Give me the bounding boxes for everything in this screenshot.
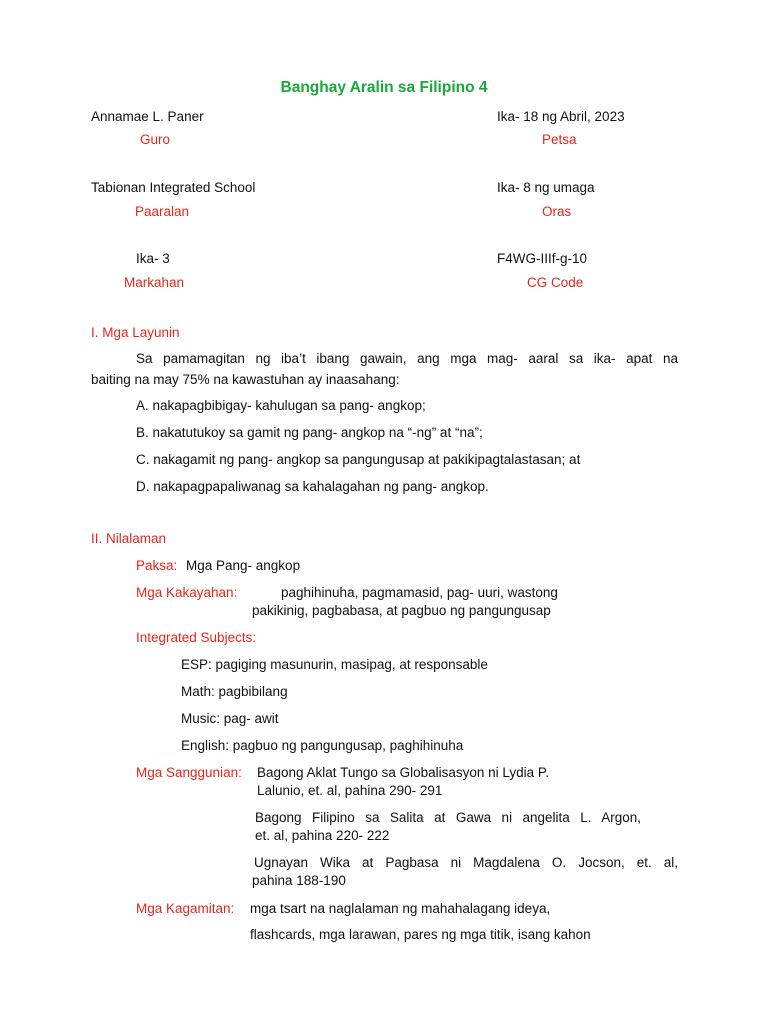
paksa-value: Mga Pang- angkop [186, 558, 301, 573]
kagamitan-line2: flashcards, mga larawan, pares ng mga titik, isang kahon [250, 927, 591, 942]
integrated-subject-item: ESP: pagiging masunurin, masipag, at responsable [181, 657, 488, 672]
lesson-date: Ika- 18 ng Abril, 2023 [497, 109, 625, 124]
school-label: Paaralan [135, 204, 190, 219]
reference-1-line1: Bagong Aklat Tungo sa Globalisasyon ni Lydia P. [257, 765, 549, 780]
time-label: Oras [542, 204, 572, 219]
objectives-heading: I. Mga Layunin [91, 325, 180, 340]
cg-code-value: F4WG-IIIf-g-10 [497, 251, 588, 266]
kakayahan-line1: paghihinuha, pagmamasid, pag- uuri, wastong [281, 585, 558, 600]
integrated-subject-item: Math: pagbibilang [181, 684, 288, 699]
teacher-label: Guro [140, 132, 171, 147]
cg-code-label: CG Code [527, 275, 584, 290]
reference-2-line1: Bagong Filipino sa Salita at Gawa ni angelita L. Argon, [255, 810, 641, 825]
reference-1-line2: Lalunio, et. al, pahina 290- 291 [257, 783, 443, 798]
content-heading: II. Nilalaman [91, 531, 167, 546]
integrated-subject-item: Music: pag- awit [181, 711, 279, 726]
integrated-subject-item: English: pagbuo ng pangungusap, paghihinuha [181, 738, 464, 753]
teacher-name: Annamae L. Paner [91, 109, 204, 124]
integrated-subjects-label: Integrated Subjects: [136, 630, 257, 645]
reference-2-line2: et. al, pahina 220- 222 [255, 828, 390, 843]
lesson-time: Ika- 8 ng umaga [497, 180, 595, 195]
kagamitan-line1: mga tsart na naglalaman ng mahahalagang ideya, [250, 901, 551, 916]
kakayahan-label: Mga Kakayahan: [136, 585, 238, 600]
paksa-label: Paksa: [136, 558, 178, 573]
objective-item: A. nakapagbibigay- kahulugan sa pang- angkop; [136, 398, 426, 413]
kagamitan-label: Mga Kagamitan: [136, 901, 235, 916]
sanggunian-label: Mga Sanggunian: [136, 765, 242, 780]
kakayahan-line2: pakikinig, pagbabasa, at pagbuo ng pangungusap [252, 603, 551, 618]
reference-3-line2: pahina 188-190 [252, 873, 346, 888]
reference-3-line1: Ugnayan Wika at Pagbasa ni Magdalena O. Jocson, et. al, [254, 855, 678, 870]
date-label: Petsa [542, 132, 577, 147]
objectives-intro-line2: baiting na may 75% na kawastuhan ay inaasahang: [91, 372, 400, 387]
objective-item: D. nakapagpapaliwanag sa kahalagahan ng pang- angkop. [136, 479, 489, 494]
objectives-intro-line1: Sa pamamagitan ng iba’t ibang gawain, ang mga mag- aaral sa ika- apat na [136, 351, 678, 366]
objective-item: B. nakatutukoy sa gamit ng pang- angkop na “-ng” at “na”; [136, 425, 483, 440]
document-title: Banghay Aralin sa Filipino 4 [280, 79, 488, 96]
quarter-value: Ika- 3 [136, 251, 170, 266]
school-name: Tabionan Integrated School [91, 180, 256, 195]
objective-item: C. nakagamit ng pang- angkop sa pangungusap at pakikipagtalastasan; at [136, 452, 581, 467]
quarter-label: Markahan [124, 275, 185, 290]
